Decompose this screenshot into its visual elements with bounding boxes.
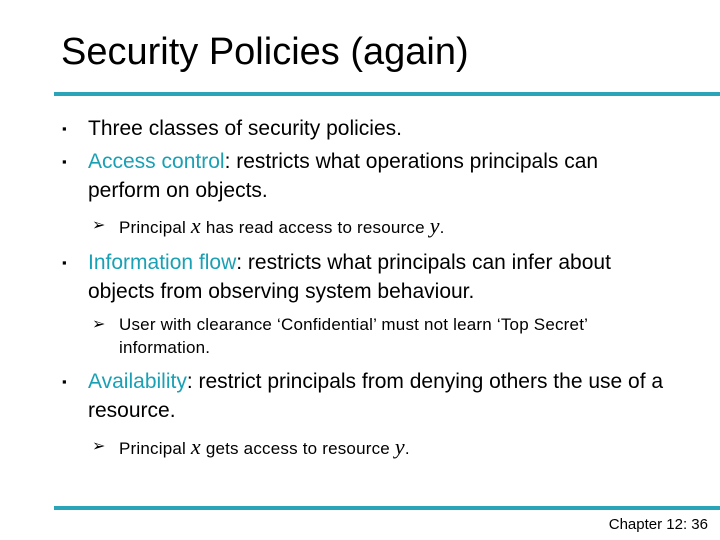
- sub-text: Principal: [119, 439, 191, 458]
- bullet-item-classes: [62, 114, 688, 143]
- square-bullet-icon: ▪: [62, 154, 67, 169]
- variable-y: y: [429, 213, 440, 238]
- sub-text: User with clearance ‘Confidential’ must not learn ‘Top Secret’ information.: [119, 315, 588, 357]
- sub-item-read-access: [92, 213, 699, 239]
- sub-item-clearance: [92, 313, 679, 359]
- variable-x: x: [190, 213, 201, 238]
- square-bullet-icon: ▪: [62, 121, 67, 136]
- sub-text: gets access to resource: [200, 439, 395, 458]
- footer-divider: [54, 506, 720, 510]
- bullet-text: : restricts what operations principals can perform on objects.: [88, 150, 599, 202]
- variable-x: x: [190, 434, 201, 459]
- title-divider: [54, 92, 720, 96]
- square-bullet-icon: ▪: [62, 374, 67, 389]
- arrow-bullet-icon: ➢: [92, 217, 106, 234]
- arrow-bullet-icon: ➢: [92, 438, 106, 455]
- sub-text: .: [404, 439, 410, 458]
- square-bullet-icon: ▪: [62, 255, 67, 270]
- keyword-access-control: Access control: [88, 150, 225, 173]
- bullet-item-availability: [62, 367, 668, 425]
- slide-title: Security Policies (again): [61, 31, 469, 73]
- bullet-text: : restrict principals from denying others the use of a resource.: [88, 370, 664, 422]
- sub-text: .: [439, 218, 445, 237]
- keyword-availability: Availability: [88, 370, 187, 393]
- slide-number: Chapter 12: 36: [608, 516, 708, 533]
- sub-text: has read access to resource: [200, 218, 430, 237]
- sub-item-gets-access: [92, 434, 699, 460]
- bullet-text: Three classes of security policies.: [88, 117, 402, 140]
- bullet-item-information-flow: [62, 248, 643, 306]
- keyword-information-flow: Information flow: [88, 251, 237, 274]
- sub-text: Principal: [119, 218, 191, 237]
- variable-y: y: [394, 434, 405, 459]
- arrow-bullet-icon: ➢: [92, 316, 106, 333]
- bullet-text: : restricts what principals can infer about objects from observing system behaviour.: [88, 251, 611, 303]
- bullet-item-access-control: [62, 147, 648, 205]
